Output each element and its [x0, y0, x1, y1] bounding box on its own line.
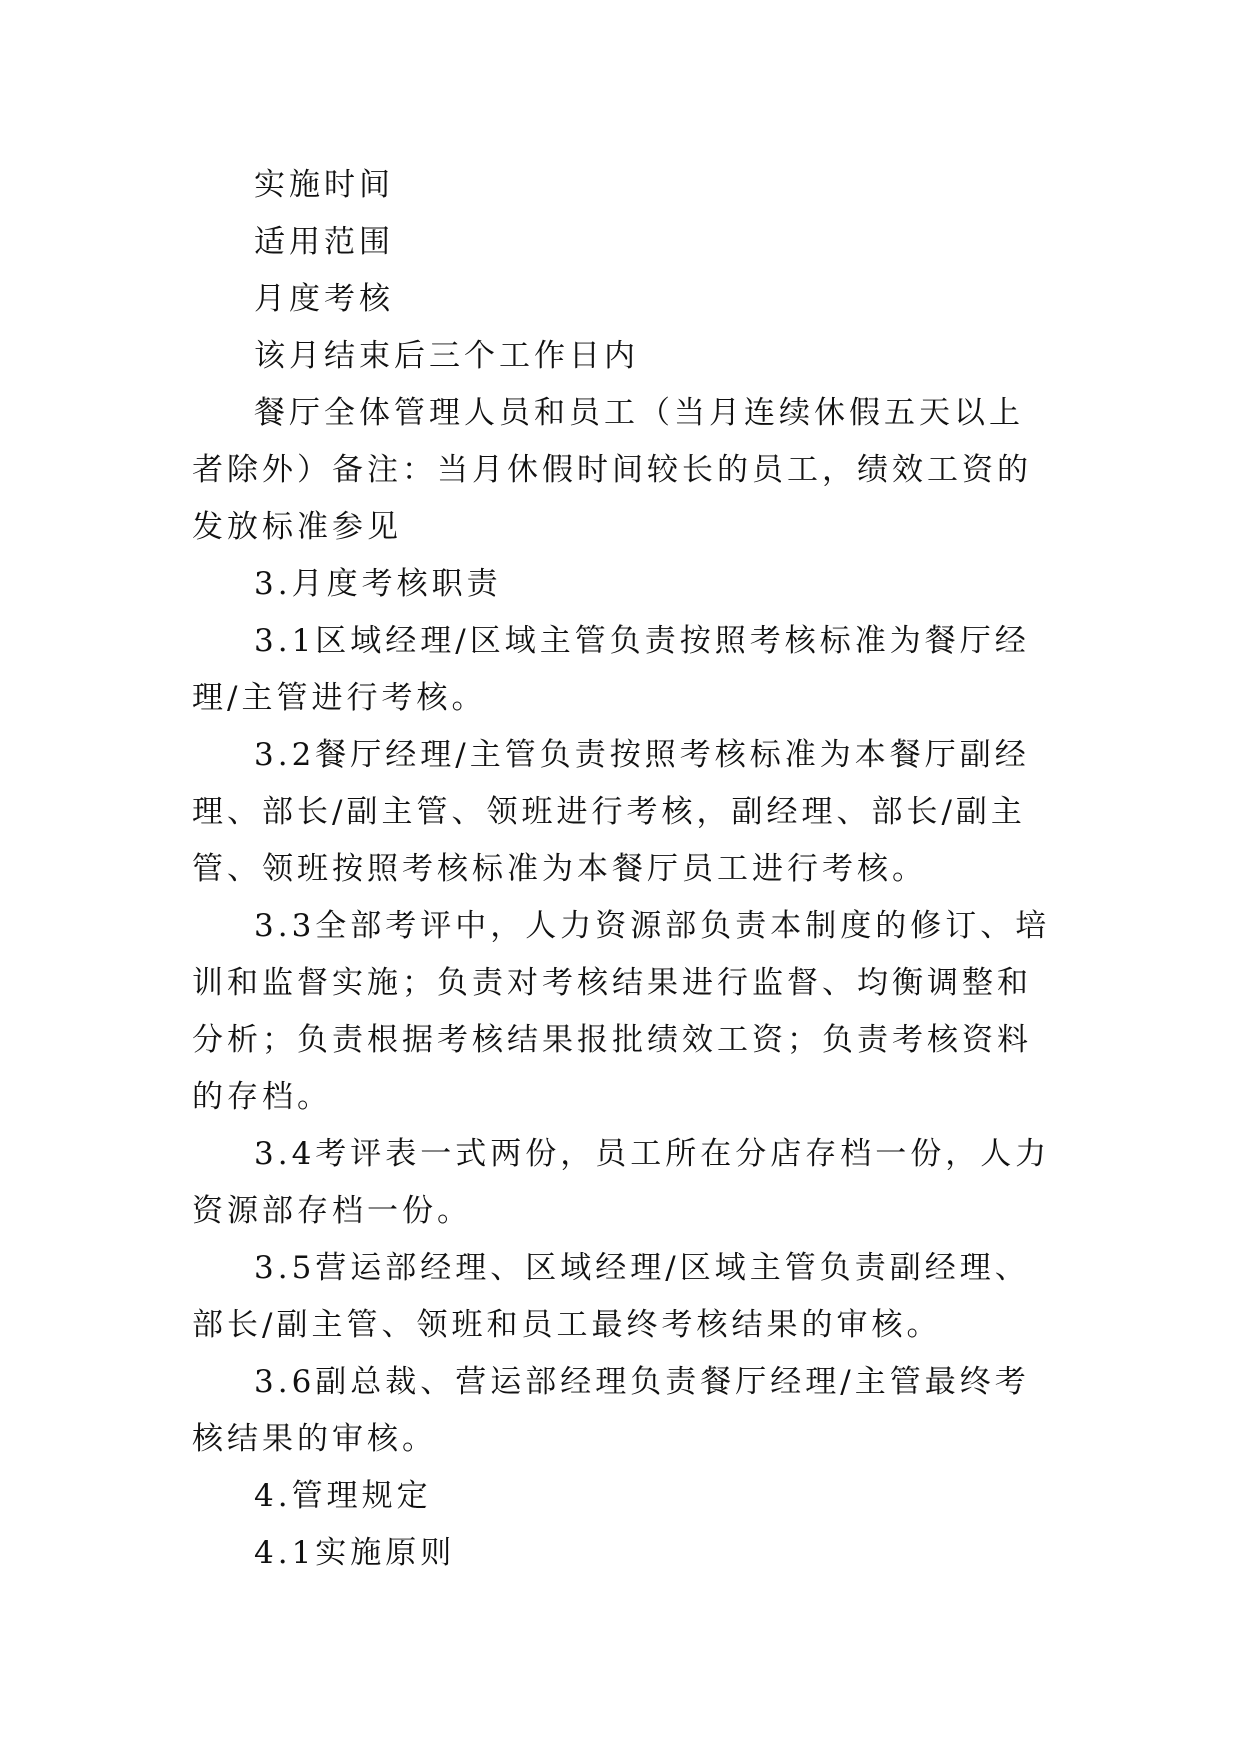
heading-section-4-1: 4.1实施原则 — [254, 1535, 456, 1571]
paragraph-3-4: 3.4考评表一式两份，员工所在分店存档一份，人力资源部存档一份。 — [192, 1136, 1051, 1229]
paragraph-scope: 适用范围 — [254, 224, 394, 260]
paragraph-3-1: 3.1区域经理/区域主管负责按照考核标准为餐厅经理/主管进行考核。 — [192, 623, 1030, 716]
paragraph-monthly-assessment: 月度考核 — [254, 281, 394, 317]
paragraph-deadline: 该月结束后三个工作日内 — [254, 338, 639, 374]
paragraph-applicable-staff: 餐厅全体管理人员和员工（当月连续休假五天以上者除外）备注：当月休假时间较长的员工，绩效工资的发放标准参见 — [192, 395, 1032, 545]
paragraph-3-2: 3.2餐厅经理/主管负责按照考核标准为本餐厅副经理、部长/副主管、领班进行考核，副经理、部长/副主管、领班按照考核标准为本餐厅员工进行考核。 — [192, 737, 1030, 887]
heading-section-4: 4.管理规定 — [254, 1478, 432, 1514]
paragraph-3-6: 3.6副总裁、营运部经理负责餐厅经理/主管最终考核结果的审核。 — [192, 1364, 1030, 1457]
document-body — [192, 157, 1052, 1582]
paragraph-implementation-time: 实施时间 — [254, 167, 394, 203]
paragraph-3-3: 3.3全部考评中，人力资源部负责本制度的修订、培训和监督实施；负责对考核结果进行监督、均衡调整和分析；负责根据考核结果报批绩效工资；负责考核资料的存档。 — [192, 908, 1051, 1115]
heading-section-3: 3.月度考核职责 — [254, 566, 502, 602]
paragraph-3-5: 3.5营运部经理、区域经理/区域主管负责副经理、部长/副主管、领班和员工最终考核结果的审核。 — [192, 1250, 1030, 1343]
